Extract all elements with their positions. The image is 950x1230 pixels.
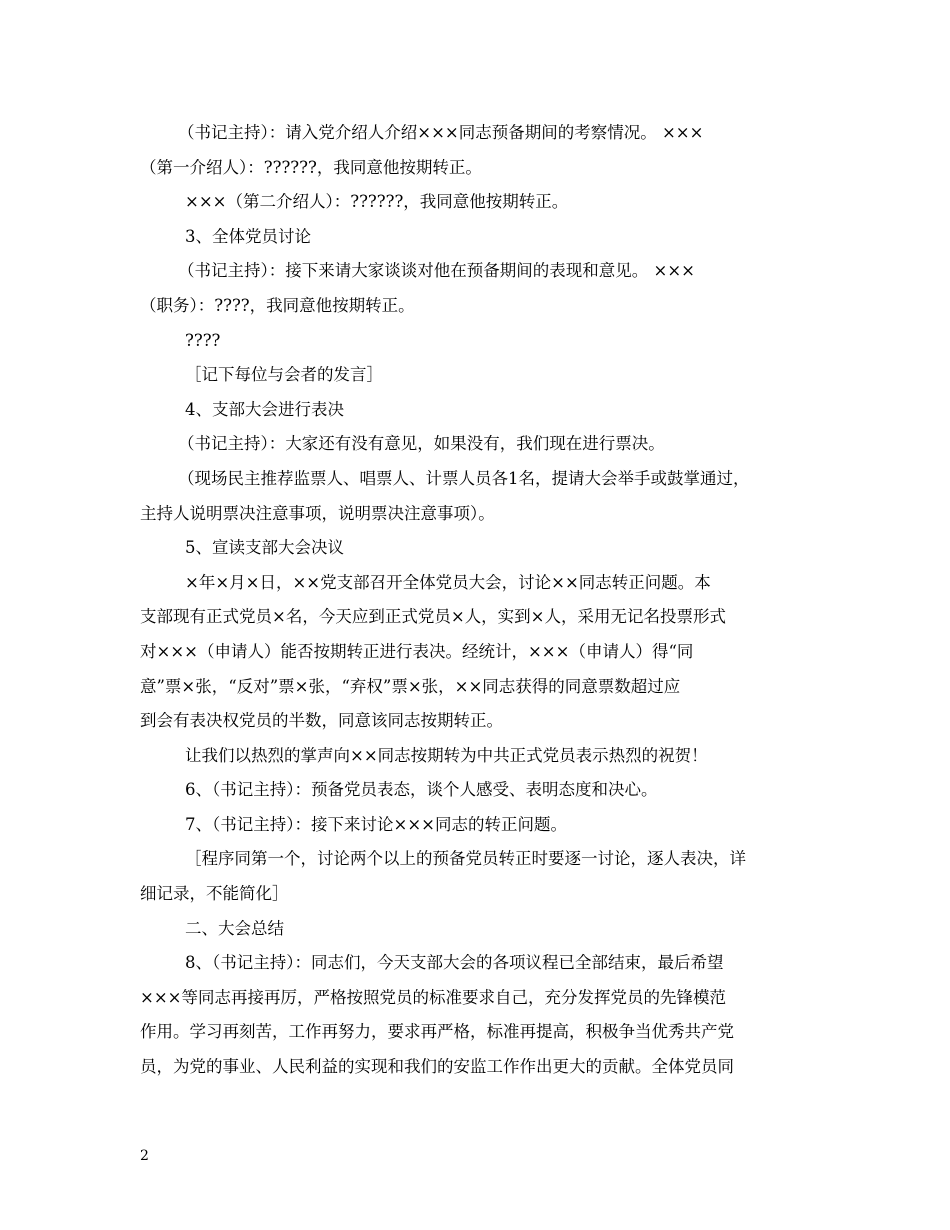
- paragraph-line: 到会有表决权党员的半数，同意该同志按期转正。: [140, 711, 503, 731]
- paragraph-line: ［记下每位与会者的发言］: [185, 365, 383, 385]
- paragraph-line: （第一介绍人）：??????，我同意他按期转正。: [140, 157, 482, 177]
- paragraph-line: ×××等同志再接再厉，严格按照党员的标准要求自己，充分发挥党员的先锋模范: [140, 987, 726, 1007]
- paragraph-line: 7、（书记主持）：接下来讨论×××同志的转正问题。: [185, 814, 567, 834]
- paragraph-line: 支部现有正式党员×名，今天应到正式党员×人，实到×人，采用无记名投票形式: [140, 607, 726, 627]
- paragraph-line: 让我们以热烈的掌声向××同志按期转为中共正式党员表示热烈的祝贺！: [185, 745, 708, 765]
- page-number: 2: [140, 1148, 149, 1164]
- document-body: [140, 116, 816, 1085]
- paragraph-line: 意”票×张，“反对”票×张，“弃权”票×张，××同志获得的同意票数超过应: [140, 676, 681, 696]
- paragraph-line: ×××（第二介绍人）：??????，我同意他按期转正。: [185, 192, 569, 212]
- section-heading: 3、全体党员讨论: [185, 226, 311, 246]
- section-heading: 二、大会总结: [185, 918, 284, 938]
- section-heading: 4、支部大会进行表决: [185, 399, 344, 419]
- paragraph-line: ［程序同第一个，讨论两个以上的预备党员转正时要逐一讨论，逐人表决，详: [185, 849, 746, 869]
- paragraph-line: （书记主持）：接下来请大家谈谈对他在预备期间的表现和意见。 ×××: [178, 261, 695, 281]
- paragraph-line: 作用。学习再刻苦，工作再努力，要求再严格，标准再提高，积极争当优秀共产党: [140, 1022, 734, 1042]
- paragraph-line: 8、（书记主持）：同志们，今天支部大会的各项议程已全部结束，最后希望: [185, 953, 724, 973]
- section-heading: 5、宣读支部大会决议: [185, 538, 344, 558]
- paragraph-line: 对×××（申请人）能否按期转正进行表决。经统计，×××（申请人）得“同: [140, 641, 694, 661]
- paragraph-line: 主持人说明票决注意事项，说明票决注意事项）。: [140, 503, 495, 523]
- paragraph-line: （书记主持）：请入党介绍人介绍×××同志预备期间的考察情况。 ×××: [178, 123, 704, 142]
- paragraph-line: （书记主持）：大家还有没有意见，如果没有，我们现在进行票决。: [178, 434, 665, 454]
- paragraph-line: 细记录，不能简化］: [140, 884, 289, 904]
- paragraph-line: ×年×月×日，××党支部召开全体党员大会，讨论××同志转正问题。本: [185, 572, 711, 592]
- paragraph-line: （现场民主推荐监票人、唱票人、计票人员各1名，提请大会举手或鼓掌通过，: [178, 468, 750, 488]
- paragraph-line: （职务）：????，我同意他按期转正。: [140, 295, 415, 315]
- paragraph-line: ????: [185, 330, 221, 350]
- paragraph-line: 6、（书记主持）：预备党员表态，谈个人感受、表明态度和决心。: [185, 780, 658, 800]
- paragraph-line: 员，为党的事业、人民利益的实现和我们的安监工作作出更大的贡献。全体党员同: [140, 1057, 734, 1077]
